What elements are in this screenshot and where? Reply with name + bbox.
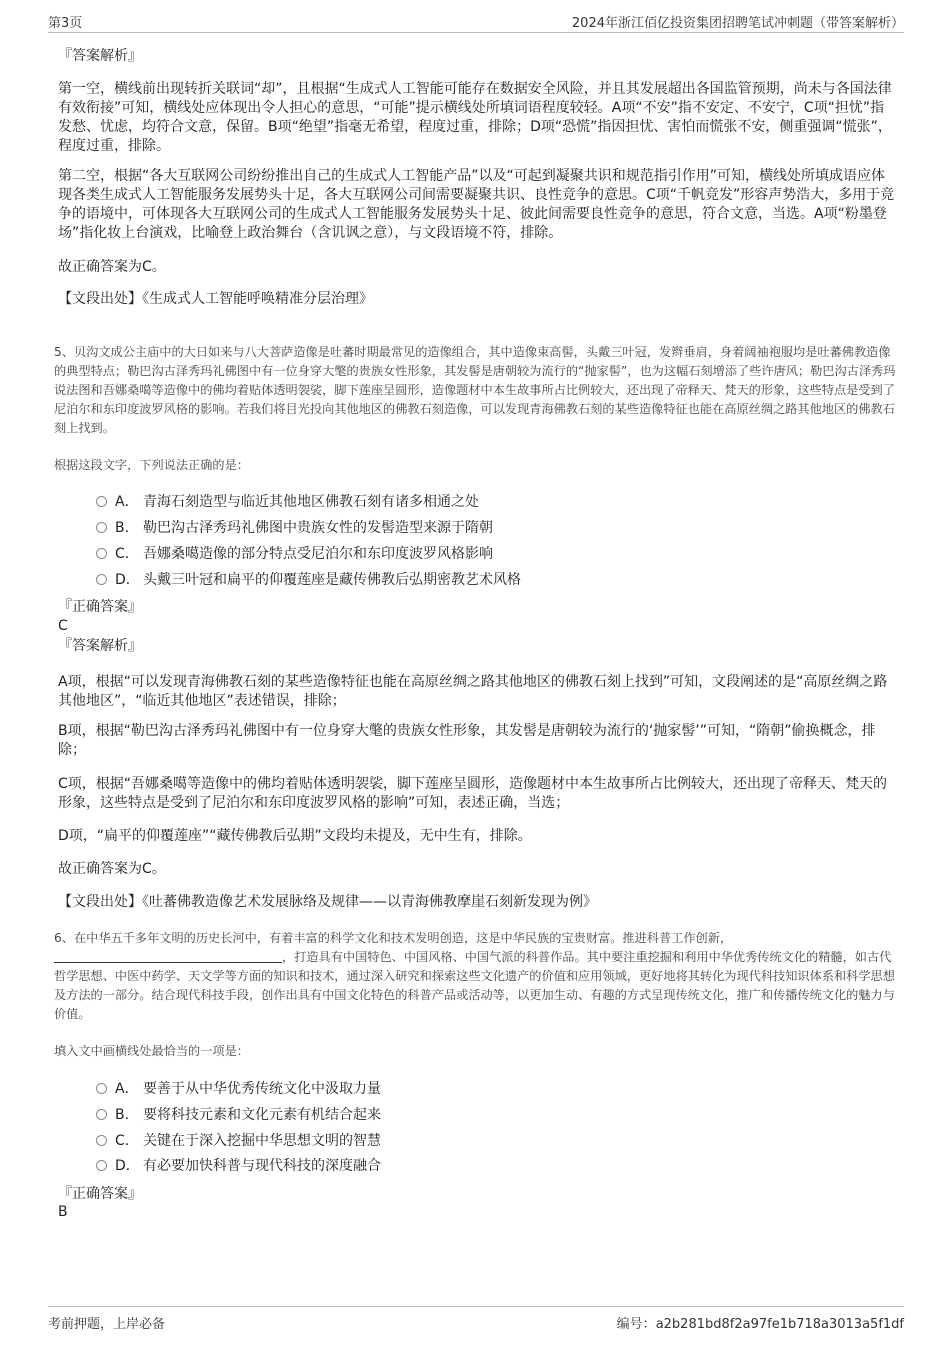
radio-icon[interactable] [96, 496, 107, 507]
q5-analysis-b: B项，根据“勒巴沟古泽秀玛礼佛图中有一位身穿大氅的贵族女性形象，其发髻是唐朝较为流行的‘抛家髻’”可知，“隋朝”偷换概念，排除； [58, 723, 876, 758]
q4-final-answer: 故正确答案为C。 [58, 259, 166, 275]
radio-icon[interactable] [96, 1160, 107, 1171]
radio-icon[interactable] [96, 1083, 107, 1094]
fill-blank-line [54, 950, 282, 963]
q5-analysis-title: 『答案解析』 [58, 638, 142, 654]
q6-option-d[interactable]: D． 有必要加快科普与现代科技的深度融合 [96, 1156, 381, 1176]
q5-analysis-c: C项，根据“吾娜桑噶等造像中的佛均着贴体透明袈裟，脚下莲座呈圆形，造像题材中本生故事所占比例较大，还出现了帝释天、梵天的形象，这些特点是受到了尼泊尔和东印度波罗风格的影响”可知，表述正确，当选； [58, 776, 888, 811]
q5-answer-title: 『正确答案』 [58, 599, 142, 615]
document-title: 2024年浙江佰亿投资集团招聘笔试冲刺题（带答案解析） [571, 16, 904, 31]
page-header [48, 10, 904, 33]
q5-option-d[interactable]: D． 头戴三叶冠和扁平的仰覆莲座是藏传佛教后弘期密教艺术风格 [96, 570, 521, 590]
q5-analysis-a: A项，根据“可以发现青海佛教石刻的某些造像特征也能在高原丝绸之路其他地区的佛教石刻上找到”可知，文段阐述的是“高原丝绸之路其他地区”，“临近其他地区”表述错误，排除； [58, 674, 888, 709]
radio-icon[interactable] [96, 1135, 107, 1146]
page-number: 第3页 [48, 16, 83, 31]
footer-slogan: 考前押题，上岸必备 [48, 1317, 166, 1332]
q6-option-b[interactable]: B. 要将科技元素和文化元素有机结合起来 [96, 1105, 381, 1125]
page-footer [48, 1306, 904, 1332]
q5-option-b[interactable]: B. 勒巴沟古泽秀玛礼佛图中贵族女性的发髻造型来源于隋朝 [96, 518, 493, 538]
q6-option-a[interactable]: A． 要善于从中华优秀传统文化中汲取力量 [96, 1079, 381, 1099]
q4-analysis-p1: 第一空，横线前出现转折关联词“却”，且根据“生成式人工智能可能存在数据安全风险，并且其发展超出各国监管预期，尚未与各国法律有效衔接”可知，横线处应体现出令人担心的意思，“可能”提示横线处所填词语程度较轻。A项“不安”指不安定、不安宁，C项“担忧”指发愁、忧虑，均符合文意，保留。B项“绝望”指毫无希望，程度过重，排除；D项“恐慌”指因担忧、害怕而慌张不安，侧重强调“慌张”，程度过重，排除。 [58, 81, 892, 154]
radio-icon[interactable] [96, 574, 107, 585]
q5-answer: C [58, 618, 68, 634]
radio-icon[interactable] [96, 1109, 107, 1120]
q6-stem: 6、在中华五千多年文明的历史长河中，有着丰富的科学文化和技术发明创造，这是中华民族的宝贵财富。推进科普工作创新，，打造具有中国特色、中国风格、中国气派的科普作品。其中要注重挖掘和利用中华优秀传统文化的精髓，如古代哲学思想、中医中药学、天文学等方面的知识和技术，通过深入研究和探索这些文化遗产的价值和应用领域，更好地将其转化为现代科技知识体系和科学思想及方法的一部分。结合现代科技手段，创作出具有中国文化特色的科普产品或活动等，以更加生动、有趣的方式呈现传统文化，推广和传播传统文化的魅力与价值。 [54, 931, 895, 1021]
q6-question: 填入文中画横线处最恰当的一项是： [54, 1044, 249, 1058]
q4-analysis-title: 『答案解析』 [58, 48, 142, 64]
q6-answer-title: 『正确答案』 [58, 1186, 142, 1202]
radio-icon[interactable] [96, 522, 107, 533]
radio-icon[interactable] [96, 548, 107, 559]
q5-question: 根据这段文字，下列说法正确的是： [54, 458, 249, 472]
q5-stem: 5、贝沟文成公主庙中的大日如来与八大菩萨造像是吐蕃时期最常见的造像组合，其中造像束高髻，头戴三叶冠，发辫垂肩，身着阔袖袍服均是吐蕃佛教造像的典型特点；勒巴沟古泽秀玛礼佛图中有一位身穿大氅的贵族女性形象，其发髻是唐朝较为流行的“抛家髻”，也为这幅石刻增添了些许唐风；勒巴沟古泽秀玛说法图和吾娜桑噶等造像中的佛均着贴体透明袈裟，脚下莲座呈圆形，造像题材中本生故事所占比例较大，还出现了帝释天、梵天的形象，这些特点是受到了尼泊尔和东印度波罗风格的影响。若我们将目光投向其他地区的佛教石刻造像，可以发现青海佛教石刻的某些造像特征也能在高原丝绸之路其他地区的佛教石刻上找到。 [54, 345, 896, 435]
q6-option-c[interactable]: C． 关键在于深入挖掘中华思想文明的智慧 [96, 1131, 381, 1151]
q6-answer: B [58, 1204, 68, 1220]
q5-source: 【文段出处】《吐蕃佛教造像艺术发展脉络及规律——以青海佛教摩崖石刻新发现为例》 [58, 894, 597, 910]
q5-final-answer: 故正确答案为C。 [58, 861, 166, 877]
q4-analysis-p2: 第二空，根据“各大互联网公司纷纷推出自己的生成式人工智能产品”以及“可起到凝聚共识和规范指引作用”可知，横线处所填成语应体现各类生成式人工智能服务发展势头十足，各大互联网公司间需要凝聚共识、良性竞争的意思。C项“千帆竞发”形容声势浩大，多用于竞争的语境中，可体现各大互联网公司的生成式人工智能服务发展势头十足、彼此间需要良性竞争的意思，符合文意，当选。A项“粉墨登场”指化妆上台演戏，比喻登上政治舞台（含讥讽之意），与文段语境不符，排除。 [58, 168, 895, 241]
q5-option-a[interactable]: A． 青海石刻造型与临近其他地区佛教石刻有诸多相通之处 [96, 492, 479, 512]
q4-source: 【文段出处】《生成式人工智能呼唤精准分层治理》 [58, 291, 373, 307]
q5-analysis-d: D项，“扁平的仰覆莲座”“藏传佛教后弘期”文段均未提及，无中生有，排除。 [58, 828, 532, 844]
q5-option-c[interactable]: C． 吾娜桑噶造像的部分特点受尼泊尔和东印度波罗风格影响 [96, 544, 493, 564]
document-code: 编号：a2b281bd8f2a97fe1b718a3013a5f1df [616, 1317, 904, 1332]
